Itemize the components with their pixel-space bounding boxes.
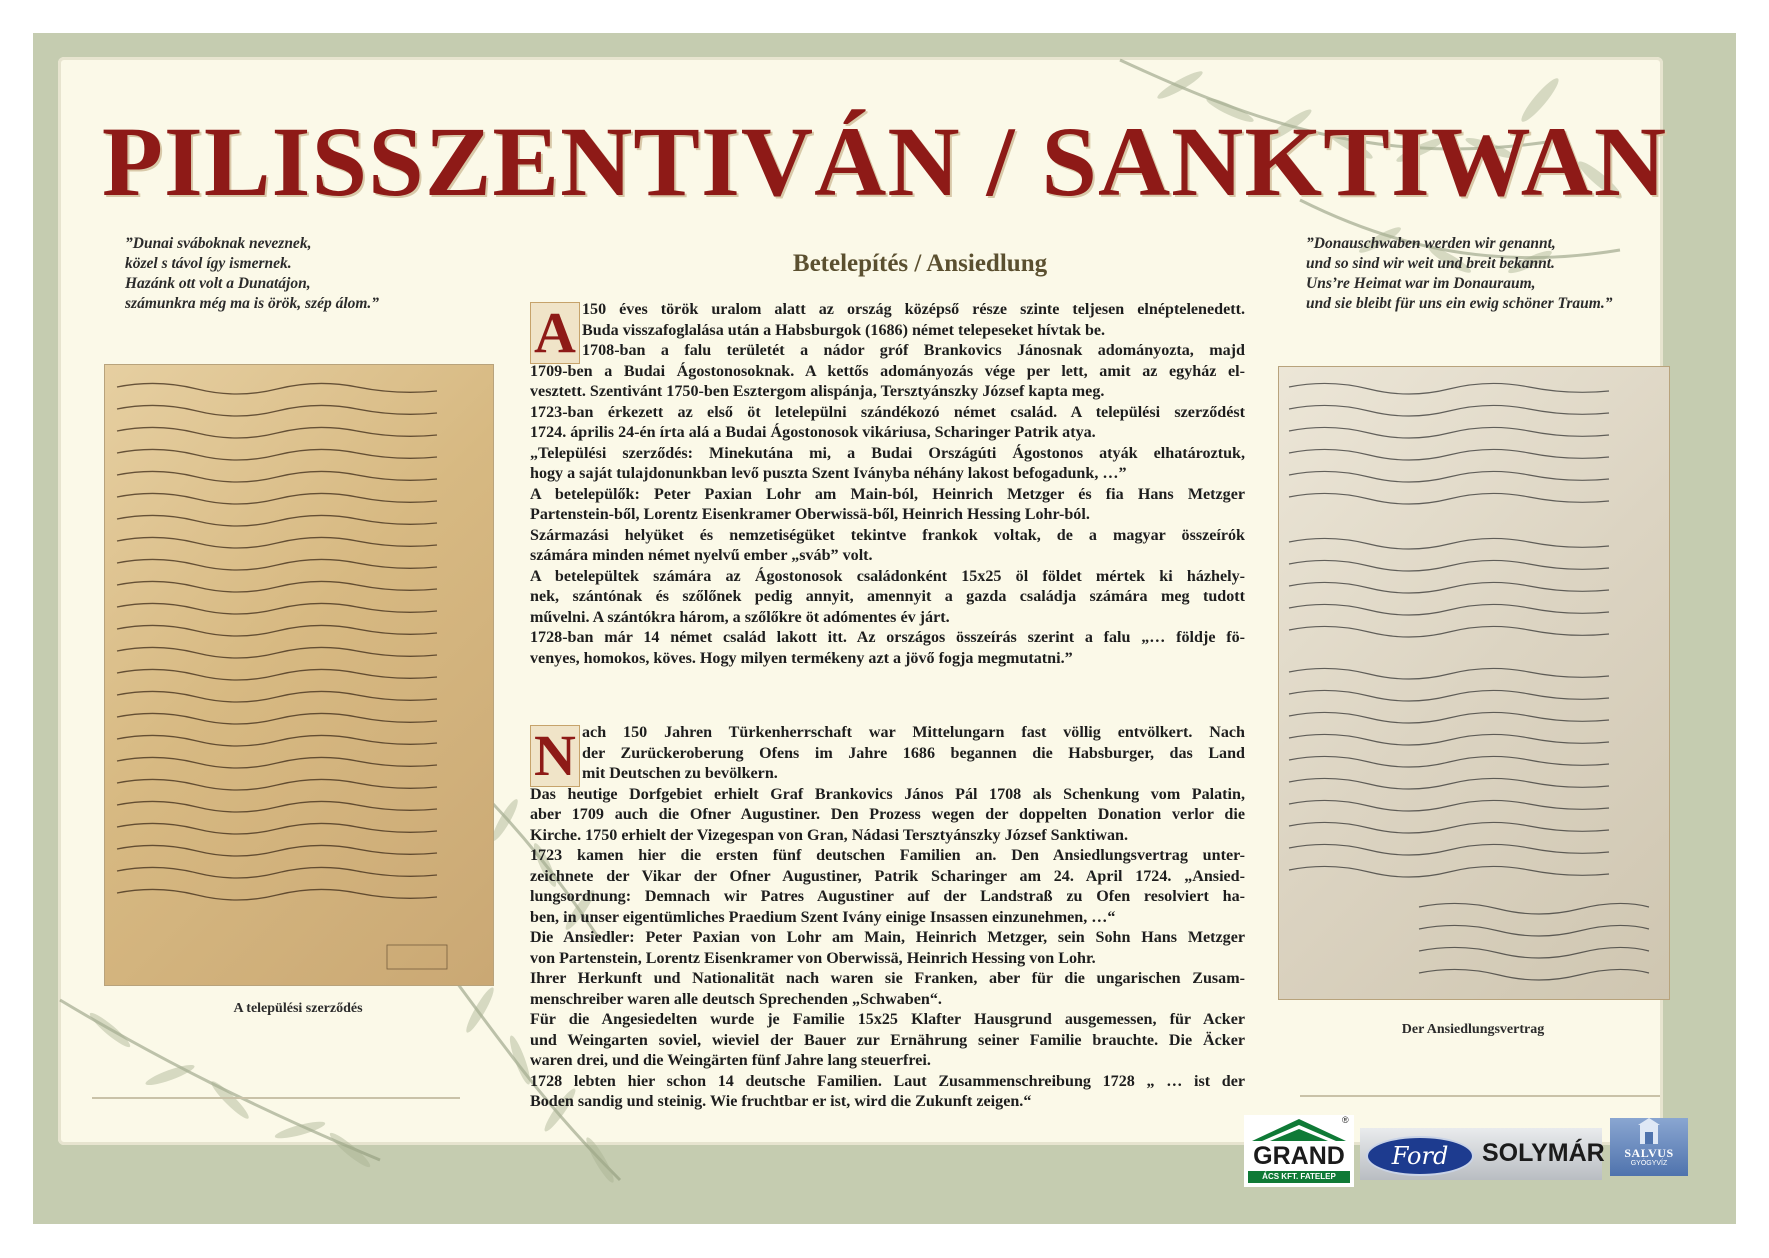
text-line: 1723-ban érkezett az első öt letelepülni szándékozó német család. A települési szerződést xyxy=(530,403,1245,421)
quote-hu-line: ”Dunai sváboknak neveznek, xyxy=(125,235,312,252)
bottom-divider-left xyxy=(92,1097,460,1099)
text-line: Für die Angesiedelten wurde je Familie 15x25 Klafter Hausgrund ausgemessen, für Acker xyxy=(530,1011,1245,1028)
text-line: der Zurückeroberung Ofens im Jahre 1686 begannen die Habsburger, das Land xyxy=(582,744,1245,762)
text-line: Das heutige Dorfgebiet erhielt Graf Brankovics János Pál 1708 als Schenkung vom Palatin, xyxy=(530,785,1245,803)
salvus-building-icon xyxy=(1610,1118,1688,1146)
grand-subtitle: ÁCS KFT. FATELEP xyxy=(1248,1171,1350,1183)
solymar-wordmark: SOLYMÁR xyxy=(1482,1139,1605,1167)
quote-de-line: und so sind wir weit und breit bekannt. xyxy=(1306,255,1555,272)
page-title: PILISSZENTIVÁN / SANKTIWAN xyxy=(101,106,1668,217)
quote-de-line: und sie bleibt für uns ein ewig schöner Traum.” xyxy=(1306,295,1613,312)
ansiedlungsvertrag-image xyxy=(1278,366,1670,1000)
salvus-wordmark: SALVUS xyxy=(1624,1146,1674,1160)
quote-de-line: Uns’re Heimat war im Donauraum, xyxy=(1306,275,1536,292)
quote-hu-line: Hazánk ott volt a Dunatájon, xyxy=(125,275,311,292)
text-hungarian xyxy=(530,300,1245,669)
text-line: 1723 kamen hier die ersten fünf deutschen Familien an. Den Ansiedlungsvertrag unter- xyxy=(530,847,1245,864)
text-line: 1709-ben a Budai Ágostonosoknak. A kettős adományozás vége per lett, amit az egyház el- xyxy=(530,362,1245,380)
text-line: 1728-ban már 14 német család lakott itt. Az országos összeírás szerint a falu „… földje fö- xyxy=(530,629,1245,646)
text-line: Partenstein-ből, Lorentz Eisenkramer Oberwissä-ből, Heinrich Hessing Lohr-ból. xyxy=(530,506,1090,523)
text-line: venyes, homokos, köves. Hogy milyen termékeny azt a jövő fogja megmutatni.” xyxy=(530,649,1073,667)
grand-logo xyxy=(1244,1115,1354,1187)
grand-roof-icon xyxy=(1244,1115,1354,1145)
ford-oval-logo: Ford xyxy=(1366,1136,1474,1176)
text-line: A betelepülők: Peter Paxian Lohr am Main-ból, Heinrich Metzger és fia Hans Metzger xyxy=(530,485,1245,503)
section-subtitle: Betelepítés / Ansiedlung xyxy=(792,250,1048,277)
caption-settlement-contract: A települési szerződés xyxy=(233,1001,363,1016)
text-german xyxy=(530,723,1245,1113)
text-line: zeichnete der Vikar der Ofner Augustiner, Patrik Scharinger am 24. April 1724. „Ansied- xyxy=(530,867,1245,885)
text-line: A betelepültek számára az Ágostonosok családonként 15x25 öl földet mértek ki házhely- xyxy=(530,567,1245,585)
text-line: 1724. április 24-én írta alá a Budai Ágostonosok vikáriusa, Scharinger Patrik atya. xyxy=(530,424,1096,441)
text-line: „Települési szerződés: Minekutána mi, a Budai Országúti Ágostonos atyák elhatároztuk, xyxy=(530,444,1245,462)
text-line: nek, szántónak és szőlőnek pedig annyit, amennyit a gazda családja számára meg tudott xyxy=(530,588,1245,605)
quote-hu-line: számunkra még ma is örök, szép álom.” xyxy=(125,295,380,312)
text-line: ben, in unser eigentümliches Praedium Szent Ivány einige Insassen einzunehmen, …“ xyxy=(530,908,1116,926)
text-line: hogy a saját tulajdonunkban levő puszta Szent Iványba néhány lakost befogadunk, …” xyxy=(530,465,1127,482)
text-line: Buda visszafoglalása után a Habsburgok (1686) német telepeseket hívtak be. xyxy=(582,321,1106,339)
grand-registered-mark: ® xyxy=(1342,1115,1349,1125)
salvus-logo xyxy=(1610,1118,1688,1176)
text-line: von Partenstein, Lorentz Eisenkramer von Oberwissä, Heinrich Hessing von Lohr. xyxy=(530,949,1096,967)
quote-hungarian xyxy=(125,234,379,314)
text-line: vesztett. Szentivánt 1750-ben Esztergom alispánja, Tersztyánszky József kapta meg. xyxy=(530,383,1105,400)
text-line: Kirche. 1750 erhielt der Vizegespan von Gran, Nádasi Tersztyánszky József Sanktiwan. xyxy=(530,826,1129,844)
text-line: művelni. A szántókra három, a szőlőkre öt adómentes év járt. xyxy=(530,608,950,626)
text-line: lungsordnung: Demnach wir Patres Augustiner auf der Landstraß zu Ofen resolviert ha- xyxy=(530,888,1245,905)
quote-german xyxy=(1306,234,1612,314)
caption-ansiedlungsvertrag: Der Ansiedlungsvertrag xyxy=(1401,1022,1545,1037)
dropcap-german: N xyxy=(530,725,580,787)
text-line: Ihrer Herkunft und Nationalität nach waren sie Franken, aber für die ungarischen Zusam- xyxy=(530,970,1245,987)
salvus-subtitle: GYÓGYVÍZ xyxy=(1630,1160,1668,1167)
text-line: Származási helyüket és nemzetiségüket tekintve frankok voltak, de a magyar összeírók xyxy=(530,526,1245,544)
text-line: menschreiber waren alle deutsch Sprechenden „Schwaben“. xyxy=(530,990,942,1008)
text-line: 150 éves török uralom alatt az ország középső része szinte teljesen elnéptelenedett. xyxy=(582,301,1245,318)
quote-hu-line: közel s távol így ismernek. xyxy=(125,255,292,272)
text-line: waren drei, und die Weingärten fünf Jahre lang steuerfrei. xyxy=(530,1052,931,1069)
bottom-divider-right xyxy=(1300,1095,1660,1097)
text-line: 1708-ban a falu területét a nádor gróf Brankovics Jánosnak adományozta, majd xyxy=(582,342,1245,359)
dropcap-hungarian: A xyxy=(530,302,580,364)
text-line: und Weingarten soviel, wieviel der Bauer zur Ernährung seiner Familie brauchte. Die Äcker xyxy=(530,1031,1245,1049)
text-line: számára minden német nyelvű ember „sváb” volt. xyxy=(530,547,873,564)
text-line: Boden sandig und steinig. Wie fruchtbar er ist, wird die Zukunft zeigen.“ xyxy=(530,1093,1032,1110)
text-line: Die Ansiedler: Peter Paxian von Lohr am Main, Heinrich Metzger, sein Sohn Hans Metzger xyxy=(530,929,1245,946)
quote-de-line: ”Donauschwaben werden wir genannt, xyxy=(1306,235,1556,252)
settlement-contract-image xyxy=(104,364,494,986)
text-line: ach 150 Jahren Türkenherrschaft war Mittelungarn fast völlig entvölkert. Nach xyxy=(582,724,1245,741)
grand-wordmark: GRAND xyxy=(1253,1142,1345,1170)
text-line: mit Deutschen zu bevölkern. xyxy=(582,765,778,782)
text-line: 1728 lebten hier schon 14 deutsche Familien. Laut Zusammenschreibung 1728 „ … ist der xyxy=(530,1072,1245,1090)
ford-solymar-logo xyxy=(1360,1128,1605,1180)
text-line: aber 1709 auch die Ofner Augustiner. Den Prozess wegen der doppelten Donation verlor die xyxy=(530,806,1245,823)
